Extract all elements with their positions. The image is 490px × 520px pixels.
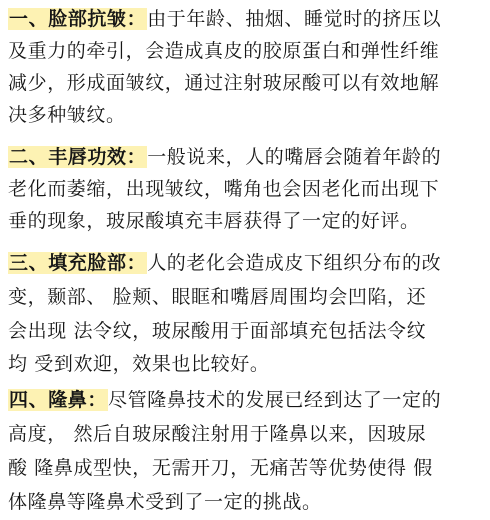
section-rhinoplasty [8,380,484,516]
section-lip-augmentation [8,131,484,232]
section-face-filling [8,237,484,375]
line-4: 体隆鼻等隆鼻术受到了一定的挑战。 [8,491,322,513]
section-heading: 一、脸部抗皱： [9,8,147,30]
line-1 [8,141,441,173]
line-2: 及重力的牵引，会造成真皮的胶原蛋白和弹性纤维 [8,40,440,62]
line-1 [8,247,441,279]
line-3: 减少，形成面皱纹，通过注射玻尿酸可以有效地解 [8,72,440,94]
line-text: 一般说来，人的嘴唇会随着年龄的 [147,146,442,168]
line-3: 酸 隆鼻成型快，无需开刀，无痛苦等优势使得 假 [8,457,433,479]
line-3: 会出现 法令纹，玻尿酸用于面部填充包括法令纹 [8,320,427,342]
line-4: 均 受到欢迎，效果也比较好。 [8,353,270,375]
line-text: 由于年龄、抽烟、睡觉时的挤压以 [147,8,442,30]
line-1 [8,3,441,35]
line-2: 变，颞部、 脸颊、眼眶和嘴唇周围均会凹陷，还 [8,286,427,308]
line-4: 决多种皱纹。 [8,104,126,126]
line-1 [8,384,441,416]
section-heading: 四、隆鼻： [9,389,108,411]
section-face-anti-wrinkle [8,3,484,131]
line-3: 垂的现象，玻尿酸填充丰唇获得了一定的好评。 [8,210,420,232]
line-2: 老化而萎缩，出现皱纹，嘴角也会因老化而出现下 [8,178,440,200]
section-heading: 三、填充脸部： [9,252,147,274]
line-text: 尽管隆鼻技术的发展已经到达了一定的 [108,389,442,411]
line-text: 人的老化会造成皮下组织分布的改 [147,252,442,274]
section-heading: 二、丰唇功效： [9,146,147,168]
line-2: 高度， 然后自玻尿酸注射用于隆鼻以来，因玻尿 [8,423,427,445]
